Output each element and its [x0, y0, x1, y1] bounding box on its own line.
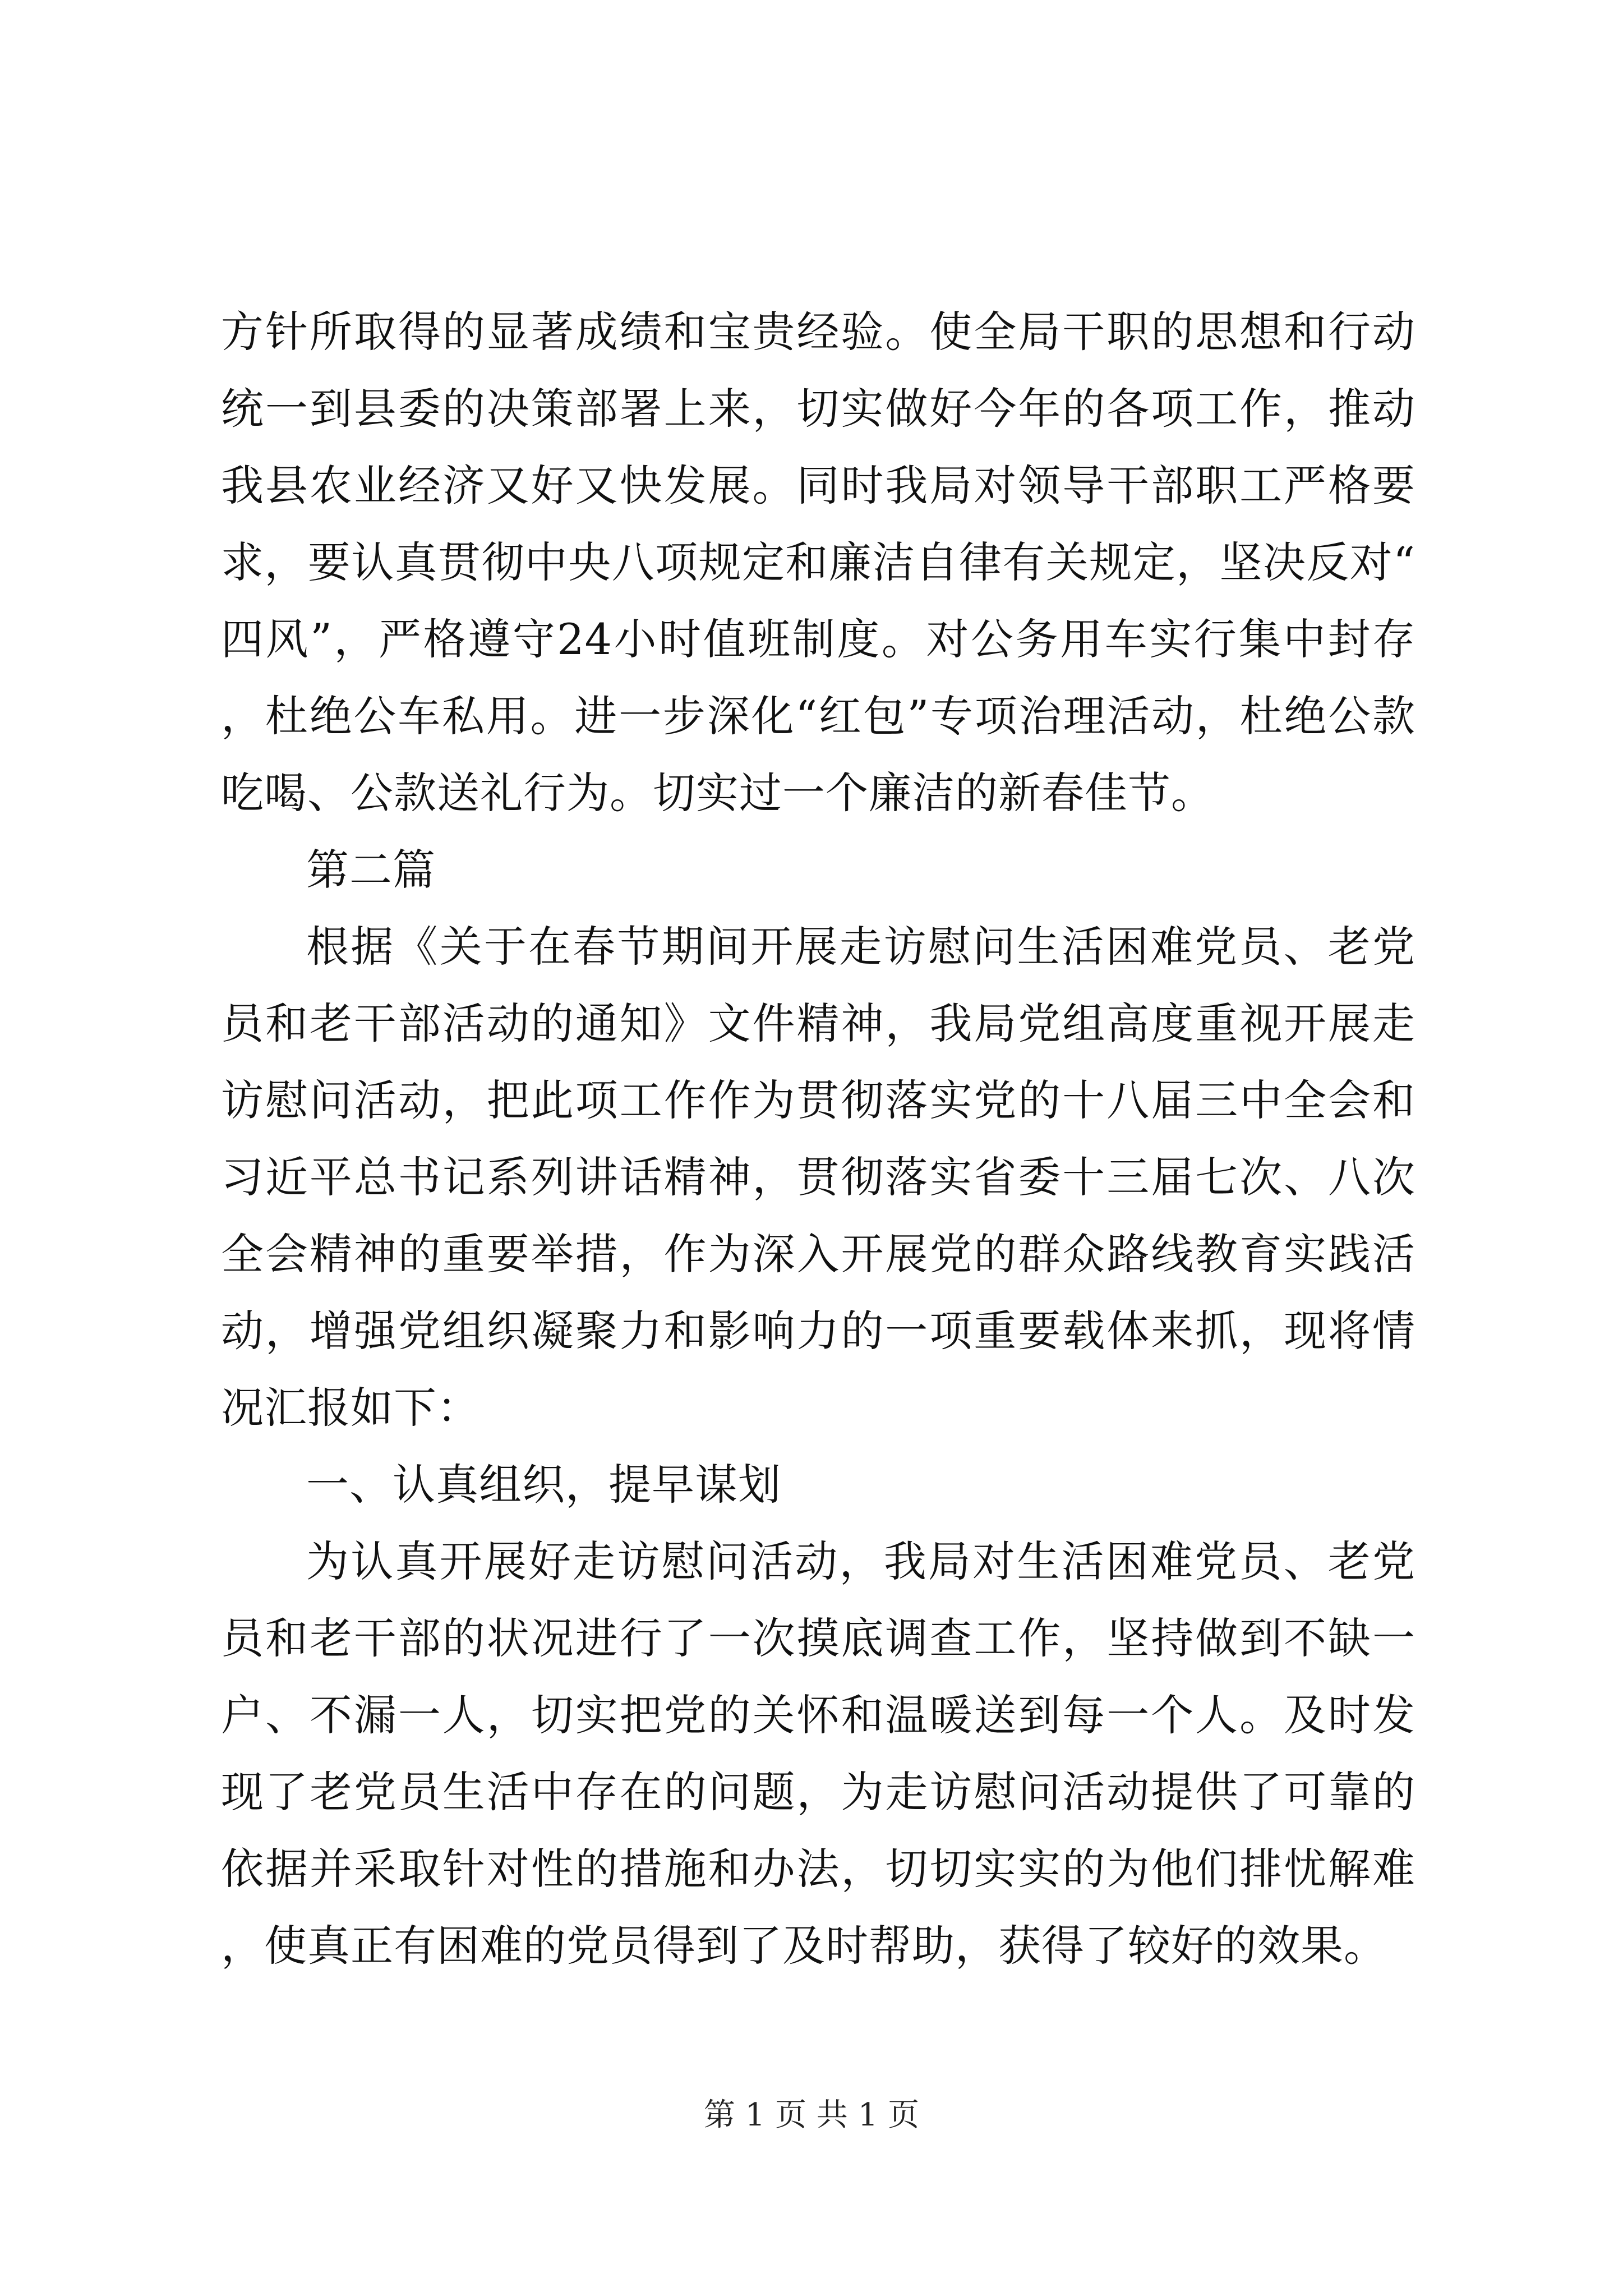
section-heading-organize-plan: 一、认真组织，提早谋划 — [306, 1460, 781, 1510]
paragraph-survey: 为认真开展好走访慰问活动，我局对生活困难党员、老党员和老干部的状况进行了一次摸底调查工作，坚持做到不缺一户、不漏一人，切实把党的关怀和温暖送到每一个人。及时发现了老党员生活中存在的问题，为走访慰问活动提供了可靠的依据并采取针对性的措施和办法，切切实实的为他们排忧解难，使真正有困难的党员得到了及时帮助，获得了较好的效果。 — [221, 1536, 1415, 1971]
paragraph-continuation: 方针所取得的显著成绩和宝贵经验。使全局干职的思想和行动统一到县委的决策部署上来，切实做好今年的各项工作，推动我县农业经济又好又快发展。同时我局对领导干部职工严格要求，要认真贯彻中央八项规定和廉洁自律有关规定，坚决反对“四风”，严格遵守24小时值班制度。对公务用车实行集中封存，杜绝公车私用。进一步深化“红包”专项治理活动，杜绝公款吃喝、公款送礼行为。切实过一个廉洁的新春佳节。 — [221, 307, 1415, 818]
page-footer: 第 1 页 共 1 页 — [703, 2097, 920, 2133]
section-heading-second-article: 第二篇 — [306, 845, 436, 895]
document-body — [221, 293, 1415, 1984]
paragraph-background: 根据《关于在春节期间开展走访慰问生活困难党员、老党员和老干部活动的通知》文件精神，我局党组高度重视开展走访慰问活动，把此项工作作为贯彻落实党的十八届三中全会和习近平总书记系列讲话精神，贯彻落实省委十三届七次、八次全会精神的重要举措，作为深入开展党的群众路线教育实践活动，增强党组织凝聚力和影响力的一项重要载体来抓，现将情况汇报如下： — [221, 922, 1415, 1433]
